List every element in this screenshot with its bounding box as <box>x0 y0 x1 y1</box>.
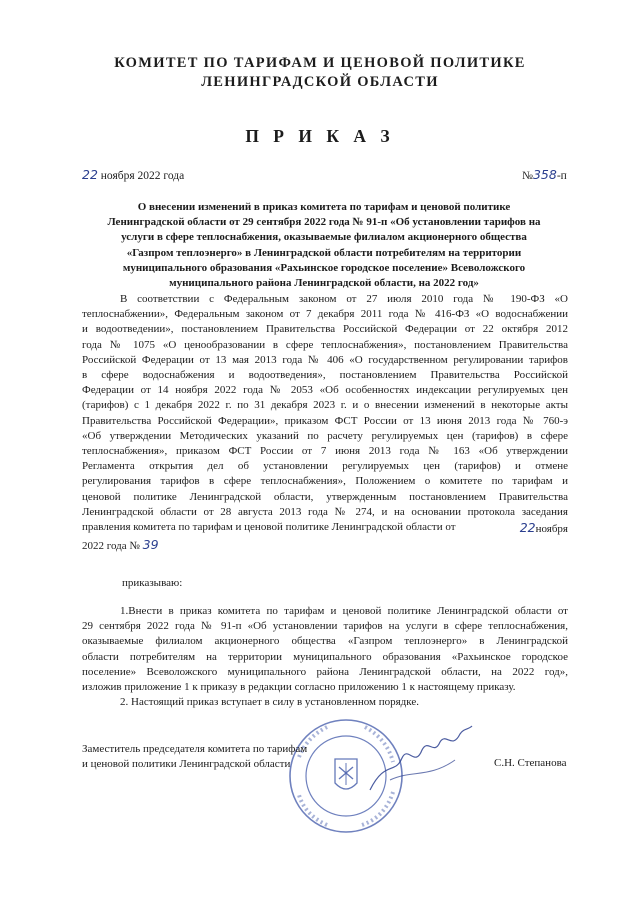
order-number-suffix: -п <box>556 170 567 182</box>
body-line <box>82 520 568 537</box>
order-date-rest: ноября 2022 года <box>97 170 185 182</box>
preamble-paragraph <box>82 292 568 554</box>
body-line: Правительства Российской Федерации», приказом ФСТ России от 13 июня 2013 года № 760-э <box>82 414 568 427</box>
body-line: ценовой политике Ленинградской области, утвержденным постановлением Правительства <box>82 490 568 503</box>
item1-line: области потребителям на территории муниципального образования «Рахьинское городское <box>82 650 568 663</box>
item1-line: поселение» Всеволожского муниципального района Ленинградской области, на 2022 год», <box>82 665 568 678</box>
body-line: теплоснабжении», Федеральным законом от 7 декабря 2011 года № 416-ФЗ «О водоснабжении <box>82 308 568 321</box>
item1-line: оказываемые филиалом акционерного общества «Газпром теплоэнерго» в Ленинградской <box>82 635 568 648</box>
item2: 2. Настоящий приказ вступает в силу в установленном порядке. <box>120 696 419 709</box>
order-date <box>82 167 184 182</box>
committee-name <box>60 54 580 92</box>
heading-line: Ленинградской области от 29 сентября 2022 года № 91-п «Об установлении тарифов на <box>107 216 541 229</box>
order-heading <box>82 200 566 291</box>
item1-line: 29 сентября 2022 года № 91-п «Об установлении тарифов на услуги в сфере теплоснабжения, <box>82 620 568 633</box>
body-month: ноября <box>535 523 568 536</box>
body-line: «Об утверждении Методических указаний по расчету регулируемых цен (тарифов) в сфере <box>82 429 568 442</box>
body-line: Федерации от 14 ноября 2022 года № 2053 «Об особенностях индексации регулируемых цен <box>82 384 568 397</box>
body-line: В соответствии с Федеральным законом от 27 июля 2010 года № 190-ФЗ «О <box>120 293 568 305</box>
document-type-title: П Р И К А З <box>245 126 395 146</box>
order-items <box>82 604 568 710</box>
body-line: Российской Федерации от 13 мая 2013 года № 406 «О государственном регулировании тарифов <box>82 353 568 366</box>
committee-name-line2: ЛЕНИНГРАДСКОЙ ОБЛАСТИ <box>201 74 439 90</box>
handwritten-date-day: 22 <box>82 167 98 182</box>
heading-line: муниципального района Ленинградской области, на 2022 год» <box>169 277 479 290</box>
item1-line: 1.Внести в приказ комитета по тарифам и ценовой политике Ленинградской области от <box>120 605 568 617</box>
body-line: года № 1075 «О ценообразовании в сфере теплоснабжения», постановлением Правительства <box>82 338 568 351</box>
body-line-tail <box>520 520 568 537</box>
body-line: и водоотведении», постановлением Правительства Российской Федерации от 22 октября 2012 <box>82 323 568 336</box>
body-line: Ленинградской области от 28 августа 2013 года № 274, и на основании протокола заседания <box>82 505 568 518</box>
body-line: Регламента открытия дел об установлении регулируемых цен (тарифов) и отмене <box>82 460 568 473</box>
body-line: (тарифов) с 1 декабря 2022 г. по 31 декабря 2023 г. и о внесении изменений в некоторые акты <box>82 399 568 412</box>
signer-title-line2: и ценовой политики Ленинградской области <box>82 758 291 771</box>
body-last-prefix: 2022 года № <box>82 540 140 553</box>
body-line-last <box>82 537 568 554</box>
committee-name-line1: КОМИТЕТ ПО ТАРИФАМ И ЦЕНОВОЙ ПОЛИТИКЕ <box>114 55 526 71</box>
signer-name: С.Н. Степанова <box>494 757 567 769</box>
handwritten-protocol-number: 39 <box>142 537 159 553</box>
heading-line: услуги в сфере теплоснабжения, оказываемые филиалом акционерного общества <box>121 231 527 244</box>
heading-line: муниципального образования «Рахьинское городское поселение» Всеволожского <box>122 261 526 274</box>
handwritten-signature <box>360 720 480 810</box>
ordering-word: приказываю: <box>122 577 183 589</box>
body-line: теплоснабжения», приказом ФСТ России от 7 июня 2013 года № 163 «Об утверждении <box>82 445 568 458</box>
handwritten-protocol-day: 22 <box>519 520 536 536</box>
signer-title <box>82 742 307 772</box>
body-line: регулирования тарифов в сфере теплоснабжения», Положением о комитете по тарифам и <box>82 475 568 488</box>
order-number <box>522 167 567 182</box>
item1-line: изложив приложение 1 к приказу в редакции согласно приложению 1 к настоящему приказу. <box>82 681 516 694</box>
heading-line: «Газпром теплоэнерго» в Ленинградской области потребителям на территории <box>126 246 522 259</box>
order-number-prefix: № <box>522 170 533 182</box>
heading-line: О внесении изменений в приказ комитета по тарифам и ценовой политике <box>137 201 511 213</box>
body-line-text: правления комитета по тарифам и ценовой политике Ленинградской области от <box>82 521 456 534</box>
body-line: в сфере водоснабжения и водоотведения», постановлением Правительства Российской <box>82 369 568 382</box>
signer-title-line1: Заместитель председателя комитета по тарифам <box>82 743 308 755</box>
handwritten-order-number: 358 <box>532 167 557 182</box>
